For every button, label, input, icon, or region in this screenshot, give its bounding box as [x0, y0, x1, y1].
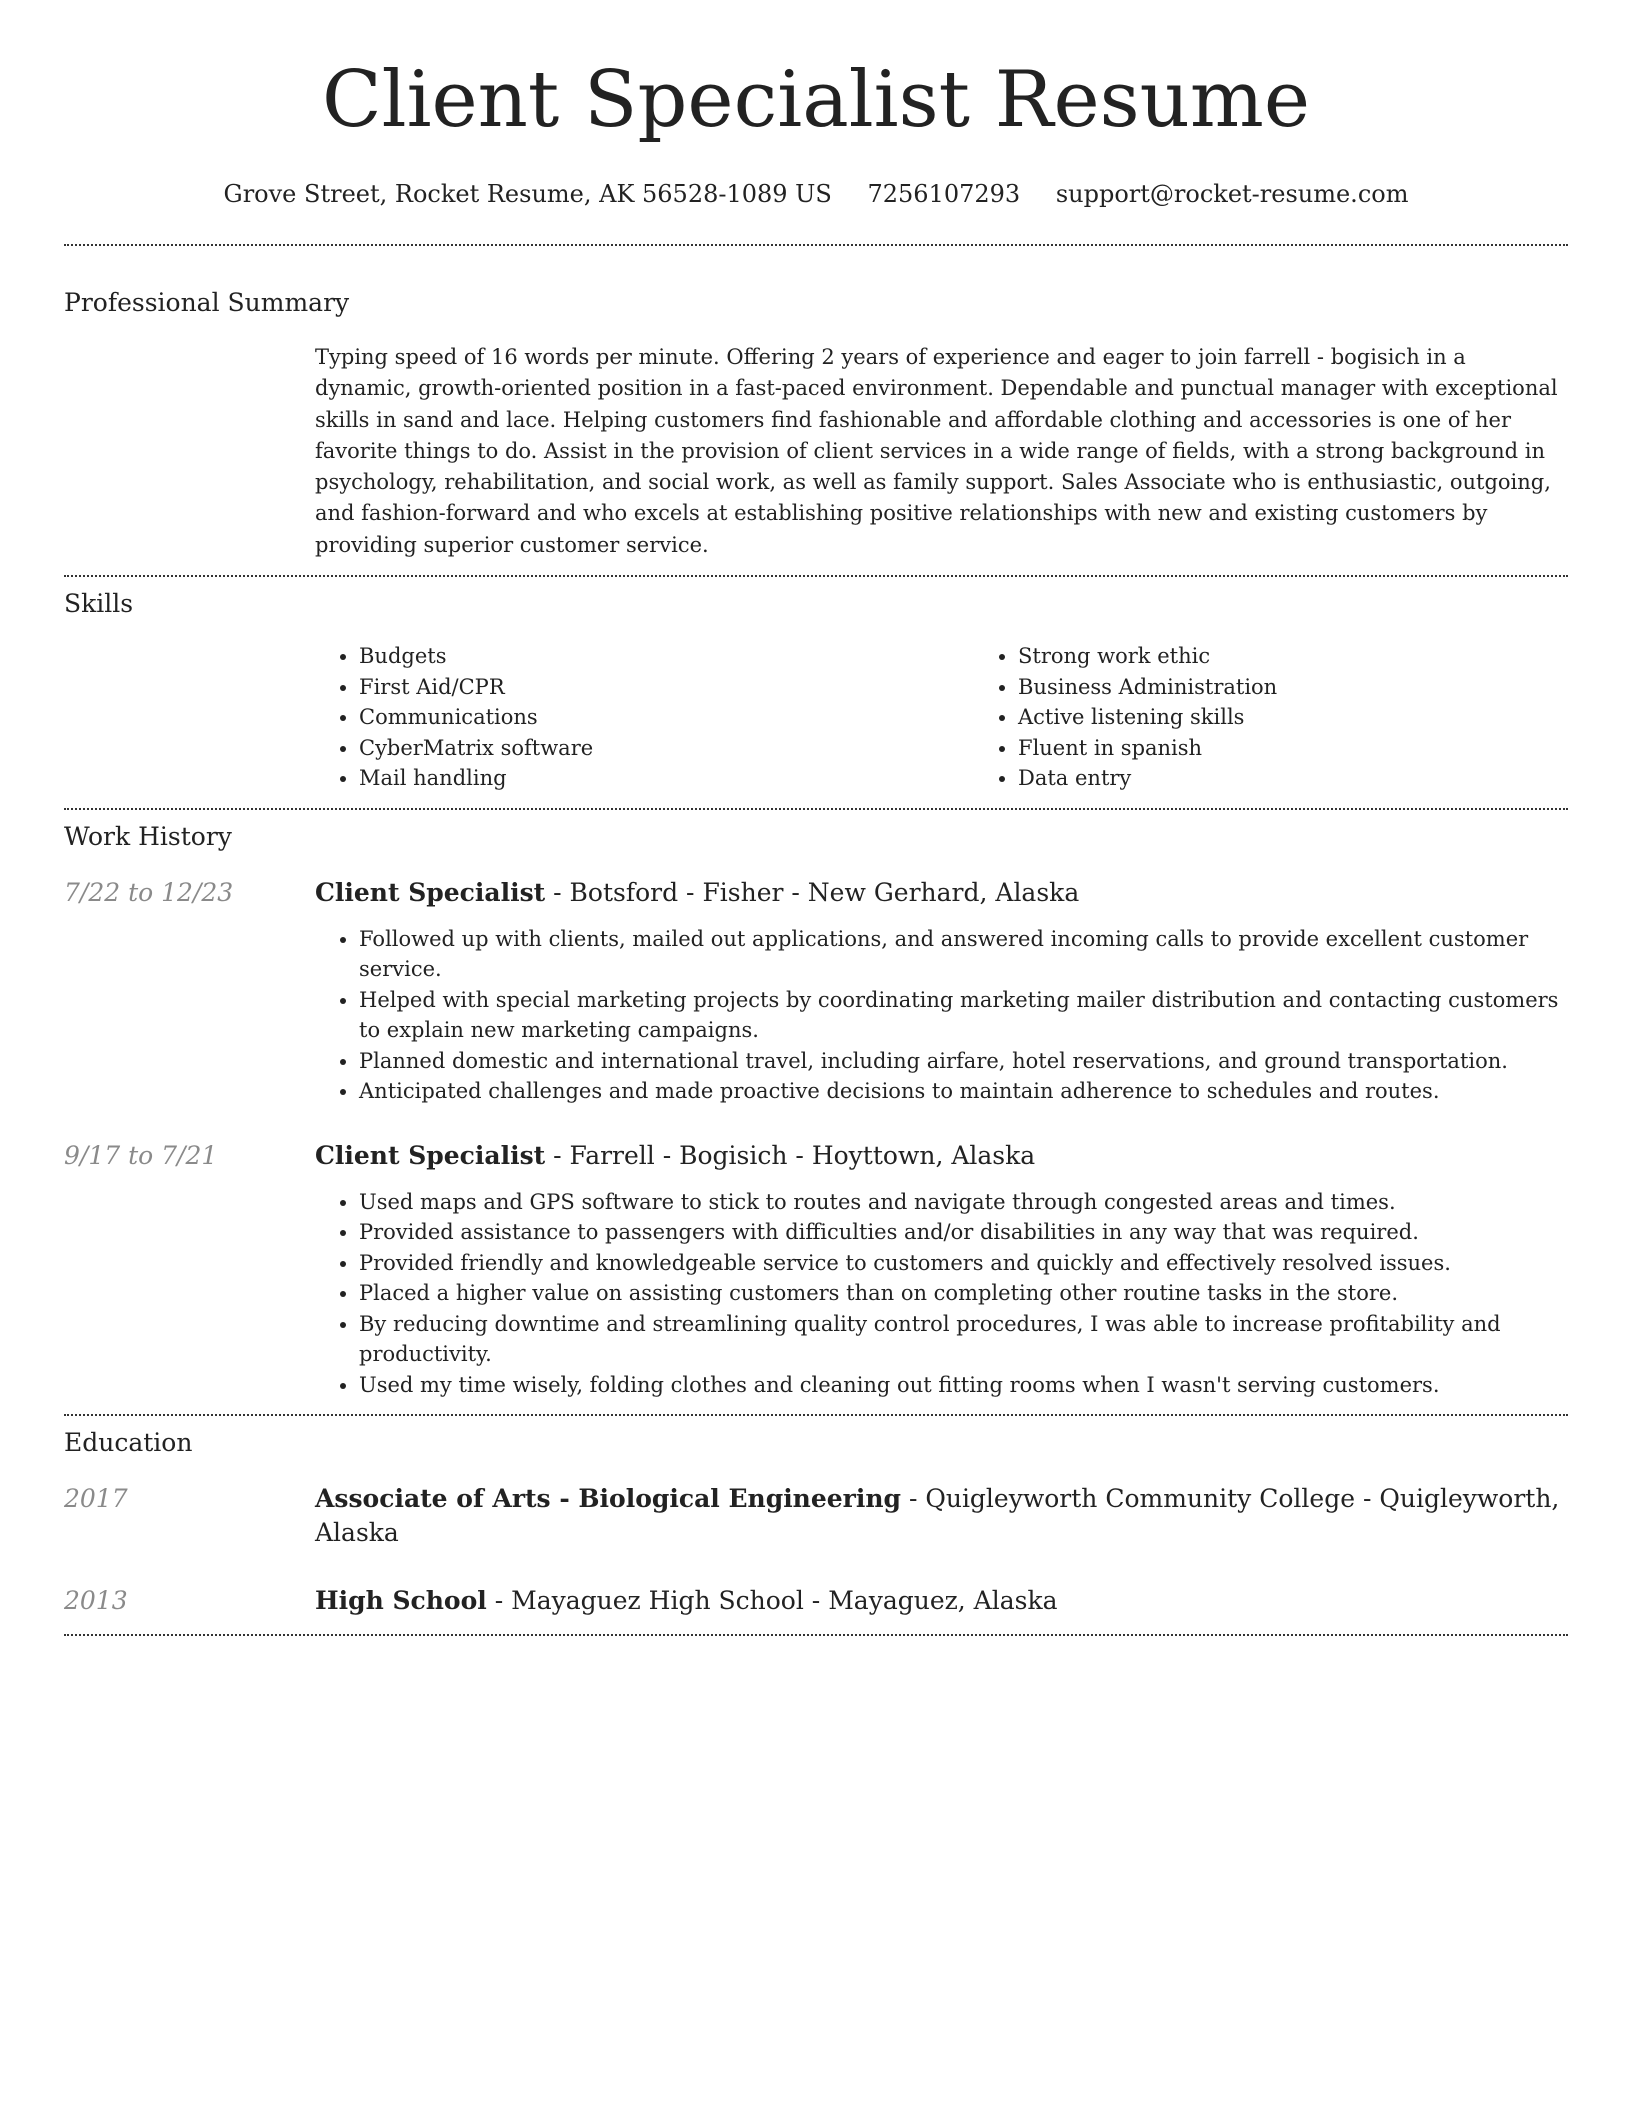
- skills-list-right: [974, 641, 1632, 794]
- summary-row: [64, 342, 1568, 561]
- skill-item: • CyberMatrix software: [359, 733, 974, 764]
- skill-item: • Mail handling: [359, 763, 974, 794]
- skills-section: [64, 577, 1568, 808]
- job-bullets: [315, 924, 1568, 1107]
- education-line: [315, 1482, 1568, 1550]
- education-line: [315, 1584, 1568, 1618]
- job-dates: 9/17 to 7/21: [64, 1140, 218, 1170]
- summary-section: [64, 246, 1568, 575]
- job-bullet: • Provided assistance to passengers with difficulties and/or disabilities in any way that was required.: [359, 1217, 1568, 1248]
- skill-item: • First Aid/CPR: [359, 672, 974, 703]
- skill-item: • Business Administration: [1018, 672, 1632, 703]
- summary-text: Typing speed of 16 words per minute. Offering 2 years of experience and eager to join farrell - bogisich in a dynamic, growth-oriented position in a fast-paced environment. Dependable and punctual manager with exceptional skills in sand and lace. Helping customers find fashionable and affordable clothing and accessories is one of her favorite things to do. Assist in the provision of client services in a wide range of fields, with a strong background in psychology, rehabilitation, and social work, as well as family support. Sales Associate who is enthusiastic, outgoing, and fashion-forward and who excels at establishing positive relationships with new and existing customers by providing superior customer service.: [315, 345, 1558, 557]
- job-details: - Farrell - Bogisich - Hoyttown, Alaska: [545, 1140, 1036, 1170]
- job-bullet: • By reducing downtime and streamlining quality control procedures, I was able to increase profitability and productivity.: [359, 1309, 1568, 1370]
- resume-title: Client Specialist Resume: [321, 55, 1311, 145]
- skill-item: • Strong work ethic: [1018, 641, 1632, 672]
- education-entry: [64, 1482, 1568, 1550]
- job-dates: 7/22 to 12/23: [64, 877, 234, 907]
- job-body: [315, 1139, 1568, 1401]
- work-section: [64, 810, 1568, 1415]
- skills-heading: Skills: [64, 589, 134, 619]
- job-bullet: • Used maps and GPS software to stick to routes and navigate through congested areas and times.: [359, 1187, 1568, 1218]
- skill-item: • Budgets: [359, 641, 974, 672]
- job-bullets: [315, 1187, 1568, 1401]
- job-role: Client Specialist: [315, 877, 546, 907]
- education-degree: Associate of Arts - Biological Engineering: [315, 1484, 901, 1514]
- job-bullet: • Used my time wisely, folding clothes and cleaning out fitting rooms when I wasn't serving customers.: [359, 1370, 1568, 1401]
- job-bullet: • Planned domestic and international travel, including airfare, hotel reservations, and ground transportation.: [359, 1046, 1568, 1077]
- summary-heading: Professional Summary: [64, 288, 350, 317]
- education-details: - Mayaguez High School - Mayaguez, Alaska: [486, 1586, 1058, 1616]
- job-bullet: • Helped with special marketing projects by coordinating marketing mailer distribution and contacting customers to explain new marketing campaigns.: [359, 985, 1568, 1046]
- education-year: 2017: [64, 1484, 128, 1514]
- job-role: Client Specialist: [315, 1140, 546, 1170]
- work-heading: Work History: [64, 821, 232, 851]
- education-heading: Education: [64, 1428, 193, 1458]
- skills-grid: [315, 641, 1632, 794]
- contact-phone: 7256107293: [867, 180, 1021, 208]
- contact-email: support@rocket-resume.com: [1055, 180, 1409, 208]
- job-title: [315, 1139, 1568, 1173]
- contact-address: Grove Street, Rocket Resume, AK 56528-1089 US: [223, 180, 832, 208]
- skills-list-left: [315, 641, 974, 794]
- education-details: - Quigleyworth Community College - Quigleyworth, Alaska: [315, 1484, 1560, 1548]
- job-entry: [64, 876, 1568, 1107]
- education-entry: [64, 1584, 1568, 1618]
- skills-row: [64, 641, 1568, 794]
- job-bullet: • Anticipated challenges and made proactive decisions to maintain adherence to schedules and routes.: [359, 1076, 1568, 1107]
- skill-item: • Data entry: [1018, 763, 1632, 794]
- job-bullet: • Placed a higher value on assisting customers than on completing other routine tasks in the store.: [359, 1278, 1568, 1309]
- job-entry: [64, 1139, 1568, 1401]
- skill-item: • Fluent in spanish: [1018, 733, 1632, 764]
- education-divider: [64, 1634, 1568, 1636]
- job-details: - Botsford - Fisher - New Gerhard, Alaska: [545, 877, 1080, 907]
- resume-header: [64, 0, 1568, 210]
- job-bullet: • Provided friendly and knowledgeable service to customers and quickly and effectively resolved issues.: [359, 1248, 1568, 1279]
- job-title: [315, 876, 1568, 910]
- skill-item: • Communications: [359, 702, 974, 733]
- summary-body: [315, 342, 1568, 561]
- contact-line: [64, 178, 1568, 210]
- education-degree: High School: [315, 1586, 487, 1616]
- job-body: [315, 876, 1568, 1107]
- skill-item: • Active listening skills: [1018, 702, 1632, 733]
- education-section: [64, 1416, 1568, 1634]
- job-bullet: • Followed up with clients, mailed out applications, and answered incoming calls to provide excellent customer service.: [359, 924, 1568, 985]
- education-year: 2013: [64, 1586, 128, 1616]
